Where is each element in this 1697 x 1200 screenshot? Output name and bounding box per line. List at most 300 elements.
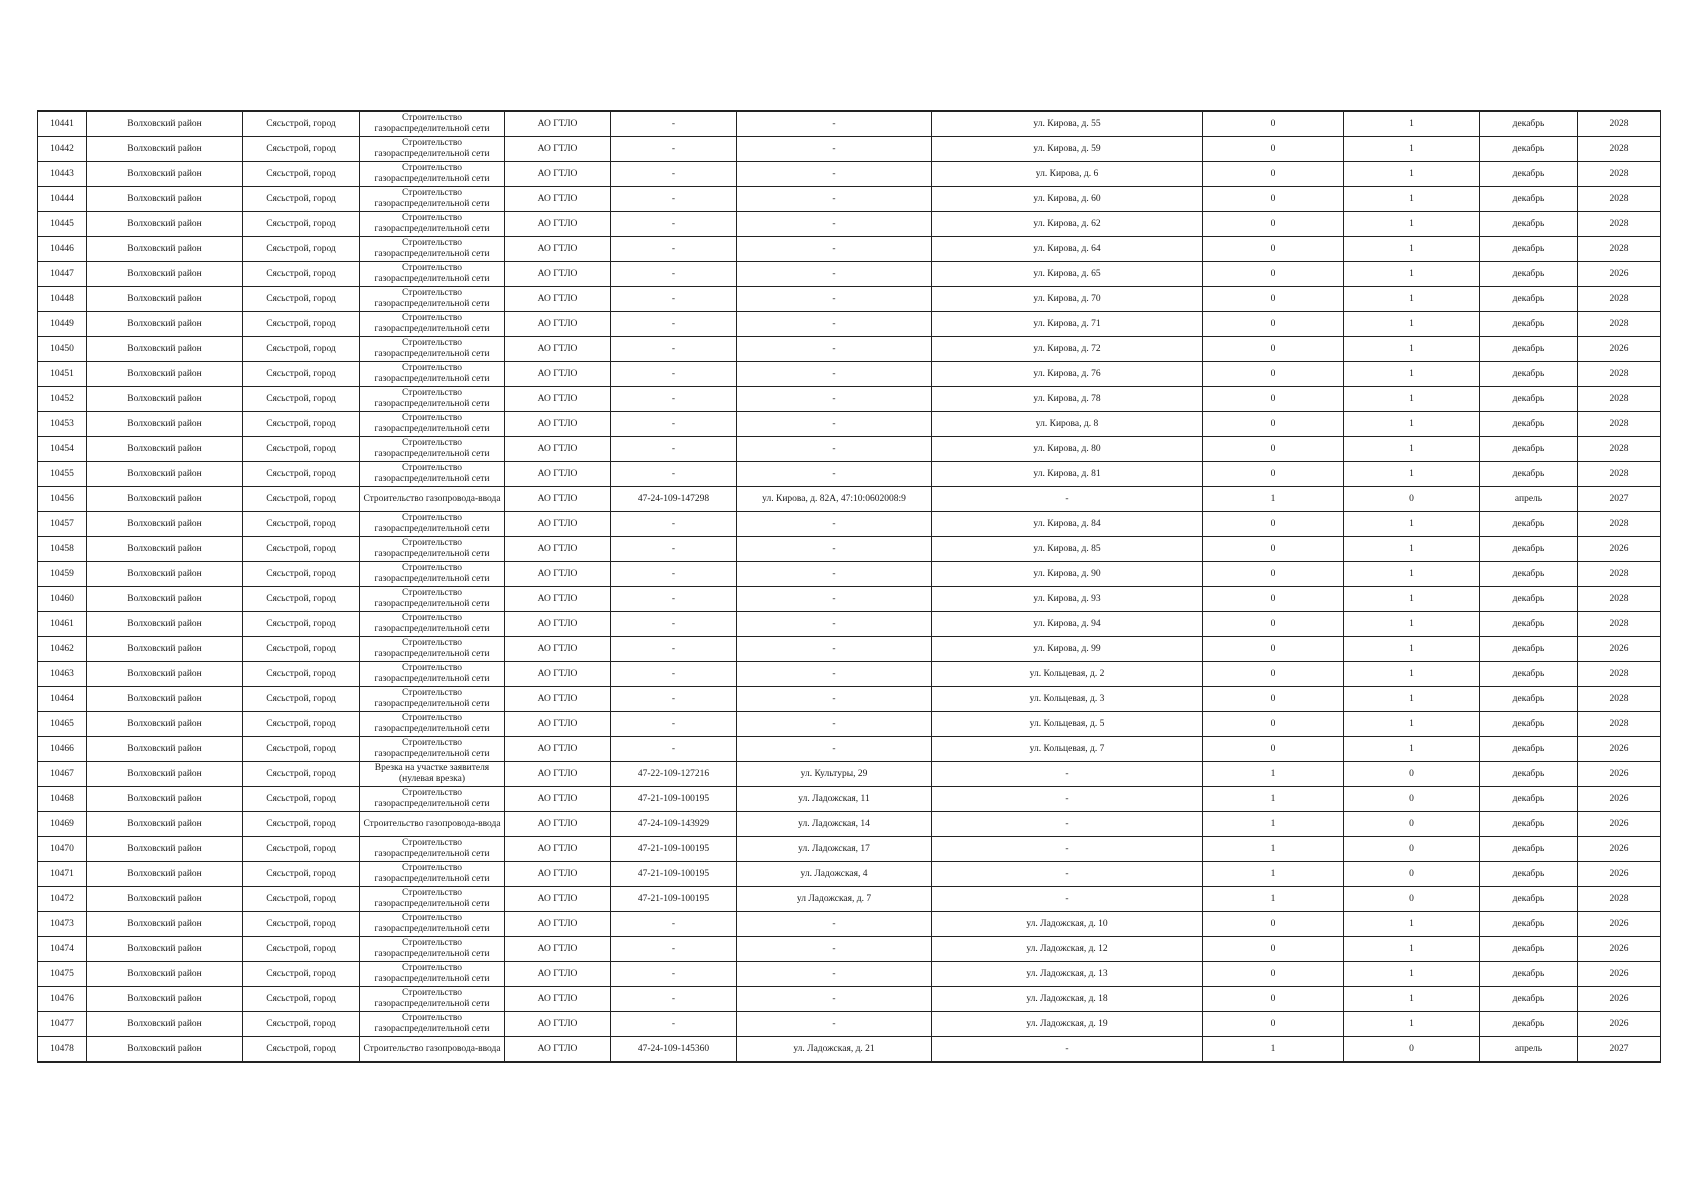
cell-settlement: Сясьстрой, город xyxy=(243,862,360,887)
table-row xyxy=(38,312,1661,337)
cell-count-connected: 0 xyxy=(1203,437,1344,462)
cell-year: 2028 xyxy=(1578,362,1661,387)
cell-applicant-address: - xyxy=(737,737,932,762)
cell-applicant-address: ул. Ладожская, 11 xyxy=(737,787,932,812)
cell-row-number: 10442 xyxy=(38,137,87,162)
cell-year: 2026 xyxy=(1578,962,1661,987)
cell-row-number: 10458 xyxy=(38,537,87,562)
cell-work-type: Строительство газораспределительной сети xyxy=(360,987,505,1012)
cell-work-type: Строительство газораспределительной сети xyxy=(360,962,505,987)
cell-count-planned: 1 xyxy=(1344,137,1480,162)
cell-organization: АО ГТЛО xyxy=(505,312,611,337)
cell-object-address: ул. Кирова, д. 71 xyxy=(932,312,1203,337)
cell-application-number: - xyxy=(611,212,737,237)
cell-month: декабрь xyxy=(1480,712,1578,737)
cell-count-connected: 0 xyxy=(1203,562,1344,587)
cell-work-type: Строительство газораспределительной сети xyxy=(360,262,505,287)
cell-count-connected: 0 xyxy=(1203,362,1344,387)
cell-district: Волховский район xyxy=(87,762,243,787)
cell-count-planned: 1 xyxy=(1344,287,1480,312)
cell-count-planned: 1 xyxy=(1344,312,1480,337)
cell-applicant-address: - xyxy=(737,362,932,387)
cell-month: декабрь xyxy=(1480,512,1578,537)
cell-count-connected: 1 xyxy=(1203,1037,1344,1063)
cell-organization: АО ГТЛО xyxy=(505,912,611,937)
cell-count-planned: 0 xyxy=(1344,487,1480,512)
cell-work-type: Строительство газораспределительной сети xyxy=(360,187,505,212)
cell-year: 2026 xyxy=(1578,837,1661,862)
cell-settlement: Сясьстрой, город xyxy=(243,587,360,612)
cell-count-planned: 1 xyxy=(1344,637,1480,662)
table-row xyxy=(38,1037,1661,1063)
cell-applicant-address: - xyxy=(737,212,932,237)
cell-month: декабрь xyxy=(1480,562,1578,587)
cell-applicant-address: ул. Культуры, 29 xyxy=(737,762,932,787)
cell-object-address: ул. Кирова, д. 8 xyxy=(932,412,1203,437)
cell-organization: АО ГТЛО xyxy=(505,187,611,212)
cell-count-planned: 1 xyxy=(1344,111,1480,137)
cell-month: декабрь xyxy=(1480,962,1578,987)
cell-work-type: Строительство газораспределительной сети xyxy=(360,462,505,487)
cell-application-number: - xyxy=(611,537,737,562)
table-row xyxy=(38,412,1661,437)
cell-work-type: Строительство газораспределительной сети xyxy=(360,137,505,162)
cell-district: Волховский район xyxy=(87,312,243,337)
cell-district: Волховский район xyxy=(87,437,243,462)
cell-applicant-address: - xyxy=(737,462,932,487)
cell-settlement: Сясьстрой, город xyxy=(243,962,360,987)
cell-application-number: 47-24-109-145360 xyxy=(611,1037,737,1063)
cell-district: Волховский район xyxy=(87,612,243,637)
cell-settlement: Сясьстрой, город xyxy=(243,937,360,962)
cell-year: 2026 xyxy=(1578,987,1661,1012)
cell-object-address: ул. Кирова, д. 93 xyxy=(932,587,1203,612)
cell-application-number: - xyxy=(611,262,737,287)
cell-application-number: - xyxy=(611,937,737,962)
cell-settlement: Сясьстрой, город xyxy=(243,787,360,812)
table-row xyxy=(38,937,1661,962)
cell-month: декабрь xyxy=(1480,1012,1578,1037)
cell-settlement: Сясьстрой, город xyxy=(243,662,360,687)
cell-count-connected: 0 xyxy=(1203,662,1344,687)
cell-settlement: Сясьстрой, город xyxy=(243,212,360,237)
cell-district: Волховский район xyxy=(87,912,243,937)
cell-application-number: - xyxy=(611,1012,737,1037)
cell-count-planned: 1 xyxy=(1344,587,1480,612)
cell-year: 2028 xyxy=(1578,687,1661,712)
cell-year: 2028 xyxy=(1578,462,1661,487)
cell-month: декабрь xyxy=(1480,187,1578,212)
cell-applicant-address: - xyxy=(737,337,932,362)
cell-organization: АО ГТЛО xyxy=(505,262,611,287)
cell-year: 2028 xyxy=(1578,387,1661,412)
cell-applicant-address: - xyxy=(737,512,932,537)
cell-organization: АО ГТЛО xyxy=(505,487,611,512)
cell-object-address: ул. Кирова, д. 6 xyxy=(932,162,1203,187)
cell-applicant-address: - xyxy=(737,437,932,462)
cell-year: 2028 xyxy=(1578,587,1661,612)
cell-count-connected: 0 xyxy=(1203,1012,1344,1037)
cell-count-planned: 0 xyxy=(1344,837,1480,862)
cell-organization: АО ГТЛО xyxy=(505,712,611,737)
table-row xyxy=(38,137,1661,162)
cell-applicant-address: ул. Ладожская, 14 xyxy=(737,812,932,837)
cell-row-number: 10455 xyxy=(38,462,87,487)
cell-month: декабрь xyxy=(1480,937,1578,962)
cell-applicant-address: ул. Кирова, д. 82А, 47:10:0602008:9 xyxy=(737,487,932,512)
table-row xyxy=(38,862,1661,887)
table-body xyxy=(38,111,1661,1062)
cell-object-address: - xyxy=(932,762,1203,787)
cell-count-connected: 0 xyxy=(1203,987,1344,1012)
cell-count-connected: 0 xyxy=(1203,962,1344,987)
cell-count-connected: 0 xyxy=(1203,237,1344,262)
table-row xyxy=(38,187,1661,212)
table-row xyxy=(38,437,1661,462)
cell-work-type: Строительство газораспределительной сети xyxy=(360,737,505,762)
cell-count-planned: 1 xyxy=(1344,537,1480,562)
cell-object-address: ул. Ладожская, д. 19 xyxy=(932,1012,1203,1037)
table-row xyxy=(38,562,1661,587)
cell-year: 2028 xyxy=(1578,111,1661,137)
cell-row-number: 10471 xyxy=(38,862,87,887)
cell-applicant-address: - xyxy=(737,387,932,412)
cell-application-number: - xyxy=(611,312,737,337)
cell-work-type: Строительство газопровода-ввода xyxy=(360,812,505,837)
cell-object-address: ул. Кирова, д. 76 xyxy=(932,362,1203,387)
cell-application-number: - xyxy=(611,912,737,937)
cell-organization: АО ГТЛО xyxy=(505,662,611,687)
cell-district: Волховский район xyxy=(87,662,243,687)
cell-district: Волховский район xyxy=(87,737,243,762)
cell-year: 2026 xyxy=(1578,1012,1661,1037)
cell-count-planned: 1 xyxy=(1344,212,1480,237)
cell-object-address: ул. Кирова, д. 84 xyxy=(932,512,1203,537)
cell-settlement: Сясьстрой, город xyxy=(243,537,360,562)
cell-district: Волховский район xyxy=(87,137,243,162)
cell-district: Волховский район xyxy=(87,987,243,1012)
cell-row-number: 10443 xyxy=(38,162,87,187)
cell-year: 2026 xyxy=(1578,812,1661,837)
cell-year: 2027 xyxy=(1578,1037,1661,1063)
table-row xyxy=(38,162,1661,187)
cell-count-planned: 1 xyxy=(1344,612,1480,637)
cell-applicant-address: - xyxy=(737,587,932,612)
cell-settlement: Сясьстрой, город xyxy=(243,837,360,862)
cell-application-number: - xyxy=(611,987,737,1012)
cell-organization: АО ГТЛО xyxy=(505,987,611,1012)
cell-settlement: Сясьстрой, город xyxy=(243,111,360,137)
cell-count-connected: 0 xyxy=(1203,337,1344,362)
cell-applicant-address: - xyxy=(737,612,932,637)
cell-count-connected: 0 xyxy=(1203,212,1344,237)
cell-month: декабрь xyxy=(1480,437,1578,462)
cell-count-connected: 0 xyxy=(1203,937,1344,962)
cell-settlement: Сясьстрой, город xyxy=(243,337,360,362)
cell-object-address: - xyxy=(932,887,1203,912)
cell-count-planned: 1 xyxy=(1344,162,1480,187)
cell-count-planned: 1 xyxy=(1344,462,1480,487)
cell-organization: АО ГТЛО xyxy=(505,162,611,187)
cell-application-number: - xyxy=(611,687,737,712)
cell-object-address: ул. Кирова, д. 62 xyxy=(932,212,1203,237)
cell-district: Волховский район xyxy=(87,962,243,987)
cell-work-type: Строительство газораспределительной сети xyxy=(360,337,505,362)
cell-row-number: 10467 xyxy=(38,762,87,787)
cell-work-type: Строительство газораспределительной сети xyxy=(360,537,505,562)
cell-row-number: 10450 xyxy=(38,337,87,362)
cell-organization: АО ГТЛО xyxy=(505,562,611,587)
cell-row-number: 10452 xyxy=(38,387,87,412)
cell-year: 2026 xyxy=(1578,787,1661,812)
cell-row-number: 10460 xyxy=(38,587,87,612)
cell-row-number: 10447 xyxy=(38,262,87,287)
cell-object-address: ул. Кирова, д. 55 xyxy=(932,111,1203,137)
cell-month: декабрь xyxy=(1480,111,1578,137)
cell-work-type: Строительство газораспределительной сети xyxy=(360,612,505,637)
cell-count-connected: 0 xyxy=(1203,412,1344,437)
cell-applicant-address: - xyxy=(737,662,932,687)
cell-count-planned: 1 xyxy=(1344,387,1480,412)
cell-district: Волховский район xyxy=(87,212,243,237)
table-row xyxy=(38,812,1661,837)
cell-year: 2026 xyxy=(1578,912,1661,937)
cell-organization: АО ГТЛО xyxy=(505,687,611,712)
cell-district: Волховский район xyxy=(87,937,243,962)
cell-count-connected: 1 xyxy=(1203,812,1344,837)
cell-object-address: ул. Кирова, д. 64 xyxy=(932,237,1203,262)
cell-month: декабрь xyxy=(1480,612,1578,637)
cell-settlement: Сясьстрой, город xyxy=(243,162,360,187)
cell-count-planned: 1 xyxy=(1344,512,1480,537)
cell-work-type: Строительство газораспределительной сети xyxy=(360,887,505,912)
cell-work-type: Строительство газораспределительной сети xyxy=(360,512,505,537)
table-row xyxy=(38,912,1661,937)
cell-year: 2028 xyxy=(1578,662,1661,687)
cell-district: Волховский район xyxy=(87,687,243,712)
gasification-table xyxy=(37,110,1661,1063)
cell-applicant-address: ул. Ладожская, 4 xyxy=(737,862,932,887)
cell-applicant-address: - xyxy=(737,137,932,162)
cell-count-connected: 0 xyxy=(1203,687,1344,712)
cell-object-address: ул. Ладожская, д. 13 xyxy=(932,962,1203,987)
cell-district: Волховский район xyxy=(87,787,243,812)
cell-row-number: 10464 xyxy=(38,687,87,712)
cell-object-address: ул. Кирова, д. 90 xyxy=(932,562,1203,587)
cell-count-planned: 1 xyxy=(1344,912,1480,937)
cell-district: Волховский район xyxy=(87,512,243,537)
cell-district: Волховский район xyxy=(87,887,243,912)
cell-district: Волховский район xyxy=(87,187,243,212)
cell-district: Волховский район xyxy=(87,537,243,562)
cell-count-planned: 1 xyxy=(1344,337,1480,362)
cell-organization: АО ГТЛО xyxy=(505,412,611,437)
cell-count-planned: 1 xyxy=(1344,362,1480,387)
cell-count-planned: 1 xyxy=(1344,962,1480,987)
cell-row-number: 10476 xyxy=(38,987,87,1012)
cell-count-connected: 0 xyxy=(1203,462,1344,487)
cell-object-address: ул. Кольцевая, д. 5 xyxy=(932,712,1203,737)
cell-district: Волховский район xyxy=(87,712,243,737)
table-row xyxy=(38,662,1661,687)
table-row xyxy=(38,111,1661,137)
cell-work-type: Врезка на участке заявителя (нулевая врезка) xyxy=(360,762,505,787)
cell-district: Волховский район xyxy=(87,237,243,262)
cell-work-type: Строительство газораспределительной сети xyxy=(360,562,505,587)
cell-settlement: Сясьстрой, город xyxy=(243,737,360,762)
cell-month: декабрь xyxy=(1480,137,1578,162)
cell-object-address: ул. Кирова, д. 70 xyxy=(932,287,1203,312)
cell-district: Волховский район xyxy=(87,487,243,512)
table-row xyxy=(38,337,1661,362)
cell-application-number: - xyxy=(611,437,737,462)
cell-district: Волховский район xyxy=(87,1012,243,1037)
cell-row-number: 10468 xyxy=(38,787,87,812)
cell-work-type: Строительство газораспределительной сети xyxy=(360,637,505,662)
cell-settlement: Сясьстрой, город xyxy=(243,687,360,712)
cell-count-connected: 1 xyxy=(1203,487,1344,512)
cell-district: Волховский район xyxy=(87,562,243,587)
cell-month: декабрь xyxy=(1480,337,1578,362)
cell-applicant-address: - xyxy=(737,287,932,312)
cell-district: Волховский район xyxy=(87,337,243,362)
cell-application-number: 47-21-109-100195 xyxy=(611,787,737,812)
cell-count-planned: 0 xyxy=(1344,787,1480,812)
cell-settlement: Сясьстрой, город xyxy=(243,637,360,662)
cell-application-number: - xyxy=(611,512,737,537)
cell-row-number: 10465 xyxy=(38,712,87,737)
cell-month: декабрь xyxy=(1480,637,1578,662)
cell-object-address: ул. Ладожская, д. 12 xyxy=(932,937,1203,962)
cell-work-type: Строительство газораспределительной сети xyxy=(360,712,505,737)
cell-settlement: Сясьстрой, город xyxy=(243,1012,360,1037)
cell-year: 2026 xyxy=(1578,637,1661,662)
cell-application-number: 47-24-109-143929 xyxy=(611,812,737,837)
cell-work-type: Строительство газораспределительной сети xyxy=(360,237,505,262)
cell-row-number: 10462 xyxy=(38,637,87,662)
cell-application-number: - xyxy=(611,462,737,487)
cell-object-address: ул. Кирова, д. 99 xyxy=(932,637,1203,662)
cell-object-address: - xyxy=(932,1037,1203,1063)
cell-count-planned: 0 xyxy=(1344,862,1480,887)
cell-month: декабрь xyxy=(1480,862,1578,887)
cell-work-type: Строительство газопровода-ввода xyxy=(360,1037,505,1063)
cell-year: 2028 xyxy=(1578,237,1661,262)
cell-month: декабрь xyxy=(1480,262,1578,287)
cell-object-address: - xyxy=(932,837,1203,862)
cell-object-address: ул. Кольцевая, д. 3 xyxy=(932,687,1203,712)
cell-organization: АО ГТЛО xyxy=(505,862,611,887)
cell-month: декабрь xyxy=(1480,462,1578,487)
cell-settlement: Сясьстрой, город xyxy=(243,812,360,837)
cell-district: Волховский район xyxy=(87,412,243,437)
cell-application-number: 47-21-109-100195 xyxy=(611,887,737,912)
cell-row-number: 10451 xyxy=(38,362,87,387)
cell-row-number: 10449 xyxy=(38,312,87,337)
cell-applicant-address: - xyxy=(737,262,932,287)
table-row xyxy=(38,512,1661,537)
cell-work-type: Строительство газораспределительной сети xyxy=(360,312,505,337)
cell-organization: АО ГТЛО xyxy=(505,437,611,462)
cell-object-address: ул. Ладожская, д. 10 xyxy=(932,912,1203,937)
cell-application-number: - xyxy=(611,712,737,737)
cell-year: 2028 xyxy=(1578,562,1661,587)
cell-district: Волховский район xyxy=(87,837,243,862)
cell-count-connected: 1 xyxy=(1203,837,1344,862)
cell-applicant-address: ул. Ладожская, д. 21 xyxy=(737,1037,932,1063)
cell-settlement: Сясьстрой, город xyxy=(243,987,360,1012)
cell-applicant-address: - xyxy=(737,687,932,712)
cell-application-number: 47-21-109-100195 xyxy=(611,862,737,887)
cell-row-number: 10445 xyxy=(38,212,87,237)
cell-object-address: - xyxy=(932,487,1203,512)
cell-applicant-address: - xyxy=(737,187,932,212)
cell-organization: АО ГТЛО xyxy=(505,1037,611,1063)
cell-month: декабрь xyxy=(1480,237,1578,262)
cell-applicant-address: - xyxy=(737,637,932,662)
cell-year: 2026 xyxy=(1578,762,1661,787)
cell-object-address: - xyxy=(932,812,1203,837)
cell-count-connected: 1 xyxy=(1203,762,1344,787)
table-row xyxy=(38,787,1661,812)
cell-work-type: Строительство газораспределительной сети xyxy=(360,687,505,712)
cell-settlement: Сясьстрой, город xyxy=(243,887,360,912)
table-row xyxy=(38,537,1661,562)
cell-applicant-address: - xyxy=(737,111,932,137)
cell-count-planned: 1 xyxy=(1344,237,1480,262)
cell-row-number: 10446 xyxy=(38,237,87,262)
cell-object-address: ул. Ладожская, д. 18 xyxy=(932,987,1203,1012)
cell-year: 2028 xyxy=(1578,287,1661,312)
cell-work-type: Строительство газораспределительной сети xyxy=(360,837,505,862)
cell-application-number: - xyxy=(611,962,737,987)
cell-work-type: Строительство газораспределительной сети xyxy=(360,787,505,812)
cell-organization: АО ГТЛО xyxy=(505,237,611,262)
cell-object-address: ул. Кирова, д. 59 xyxy=(932,137,1203,162)
cell-application-number: - xyxy=(611,412,737,437)
cell-applicant-address: - xyxy=(737,162,932,187)
cell-row-number: 10463 xyxy=(38,662,87,687)
cell-applicant-address: - xyxy=(737,412,932,437)
cell-work-type: Строительство газопровода-ввода xyxy=(360,487,505,512)
cell-organization: АО ГТЛО xyxy=(505,587,611,612)
cell-organization: АО ГТЛО xyxy=(505,787,611,812)
cell-year: 2028 xyxy=(1578,212,1661,237)
cell-count-planned: 0 xyxy=(1344,1037,1480,1063)
cell-applicant-address: - xyxy=(737,312,932,337)
table-row xyxy=(38,462,1661,487)
cell-object-address: ул. Кирова, д. 78 xyxy=(932,387,1203,412)
cell-count-connected: 0 xyxy=(1203,287,1344,312)
cell-organization: АО ГТЛО xyxy=(505,612,611,637)
cell-organization: АО ГТЛО xyxy=(505,962,611,987)
cell-count-planned: 1 xyxy=(1344,437,1480,462)
cell-year: 2028 xyxy=(1578,437,1661,462)
table-row xyxy=(38,262,1661,287)
cell-work-type: Строительство газораспределительной сети xyxy=(360,111,505,137)
cell-application-number: - xyxy=(611,637,737,662)
cell-year: 2026 xyxy=(1578,262,1661,287)
cell-district: Волховский район xyxy=(87,812,243,837)
cell-count-planned: 1 xyxy=(1344,712,1480,737)
cell-work-type: Строительство газораспределительной сети xyxy=(360,387,505,412)
cell-count-planned: 1 xyxy=(1344,987,1480,1012)
cell-count-connected: 0 xyxy=(1203,111,1344,137)
cell-district: Волховский район xyxy=(87,287,243,312)
cell-count-connected: 0 xyxy=(1203,387,1344,412)
cell-organization: АО ГТЛО xyxy=(505,512,611,537)
cell-month: декабрь xyxy=(1480,387,1578,412)
